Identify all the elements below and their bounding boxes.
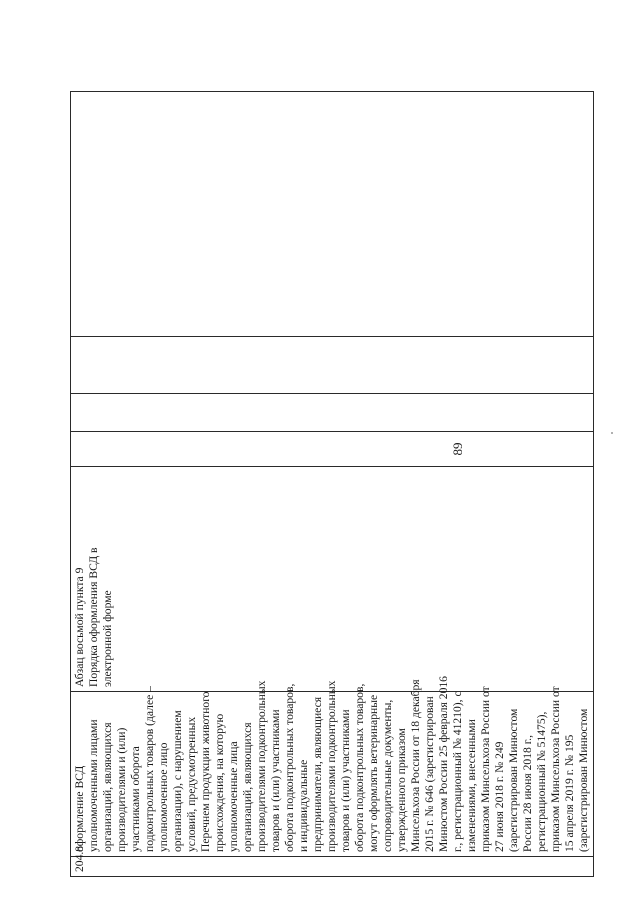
text-line: производителями подконтрольных	[325, 680, 338, 852]
text-line: приказом Минсельхоза России от	[549, 686, 562, 852]
text-line: Порядка оформления ВСД в	[87, 547, 100, 687]
empty-cell-6	[71, 337, 594, 394]
text-line: оборота подконтрольных товаров,	[353, 683, 366, 852]
description-cell	[71, 676, 594, 857]
text-line: оформление ВСД	[73, 765, 86, 852]
row-number: 204.8	[73, 845, 86, 872]
text-line: России 28 июня 2018 г.,	[521, 735, 534, 852]
empty-cell-5	[71, 394, 594, 432]
text-line: участниками оборота	[129, 746, 142, 852]
text-line: товаров и (или) участниками	[269, 709, 282, 852]
text-line: Абзац восьмой пункта 9	[73, 567, 86, 687]
text-line: изменениями, внесенными	[465, 719, 478, 852]
text-line: (зарегистрирован Минюстом	[577, 708, 590, 852]
row-number-cell	[71, 845, 594, 877]
table-row	[71, 92, 594, 877]
text-line: Перечнем продукции животного	[199, 691, 212, 852]
requirements-table	[70, 91, 594, 877]
text-line: товаров и (или) участниками	[339, 709, 352, 852]
text-line: подконтрольных товаров (далее –	[143, 686, 156, 852]
text-line: 15 апреля 2019 г. № 195	[563, 734, 576, 852]
rotated-table	[70, 92, 590, 877]
text-line: Минюстом России 25 февраля 2016	[437, 676, 450, 852]
text-line: уполномоченное лицо	[157, 742, 170, 852]
text-line: сопроводительные документы,	[381, 699, 394, 852]
text-line: условий, предусмотренных	[185, 716, 198, 852]
text-line: могут оформлять ветеринарные	[367, 694, 380, 852]
text-line: уполномоченные лица	[227, 741, 240, 852]
text-line: и индивидуальные	[297, 759, 310, 852]
text-line: электронной форме	[101, 590, 114, 687]
requirements-table-wrapper	[70, 92, 590, 877]
empty-cell-7	[71, 92, 594, 337]
text-line: 27 июня 2018 г. № 249	[493, 741, 506, 852]
text-line: уполномоченными лицами	[87, 719, 100, 852]
text-line: 2015 г. № 646 (зарегистрирован	[423, 696, 436, 852]
text-line: производителями подконтрольных	[255, 680, 268, 852]
reference-text	[73, 471, 115, 687]
scan-speck	[611, 432, 613, 434]
text-line: предприниматели, являющиеся	[311, 696, 324, 852]
text-line: оборота подконтрольных товаров,	[283, 683, 296, 852]
text-line: утвержденного приказом	[395, 728, 408, 852]
empty-cell-4	[71, 432, 594, 467]
text-line: производителями и (или)	[115, 727, 128, 852]
text-line: приказом Минсельхоза России от	[479, 686, 492, 852]
text-line: регистрационный № 51475),	[535, 711, 548, 852]
text-line: организаций, являющихся	[101, 722, 114, 852]
text-line: организации), с нарушением	[171, 710, 184, 852]
description-text	[73, 676, 591, 852]
reference-cell	[71, 467, 594, 692]
text-line: происхождения, на которую	[213, 713, 226, 852]
text-line: Минсельхоза России от 18 декабря	[409, 679, 422, 852]
text-line: (зарегистрирован Минюстом	[507, 708, 520, 852]
text-line: г., регистрационный № 41210), с	[451, 691, 464, 852]
text-line: организаций, являющихся	[241, 722, 254, 852]
page-number: 89	[450, 442, 465, 456]
